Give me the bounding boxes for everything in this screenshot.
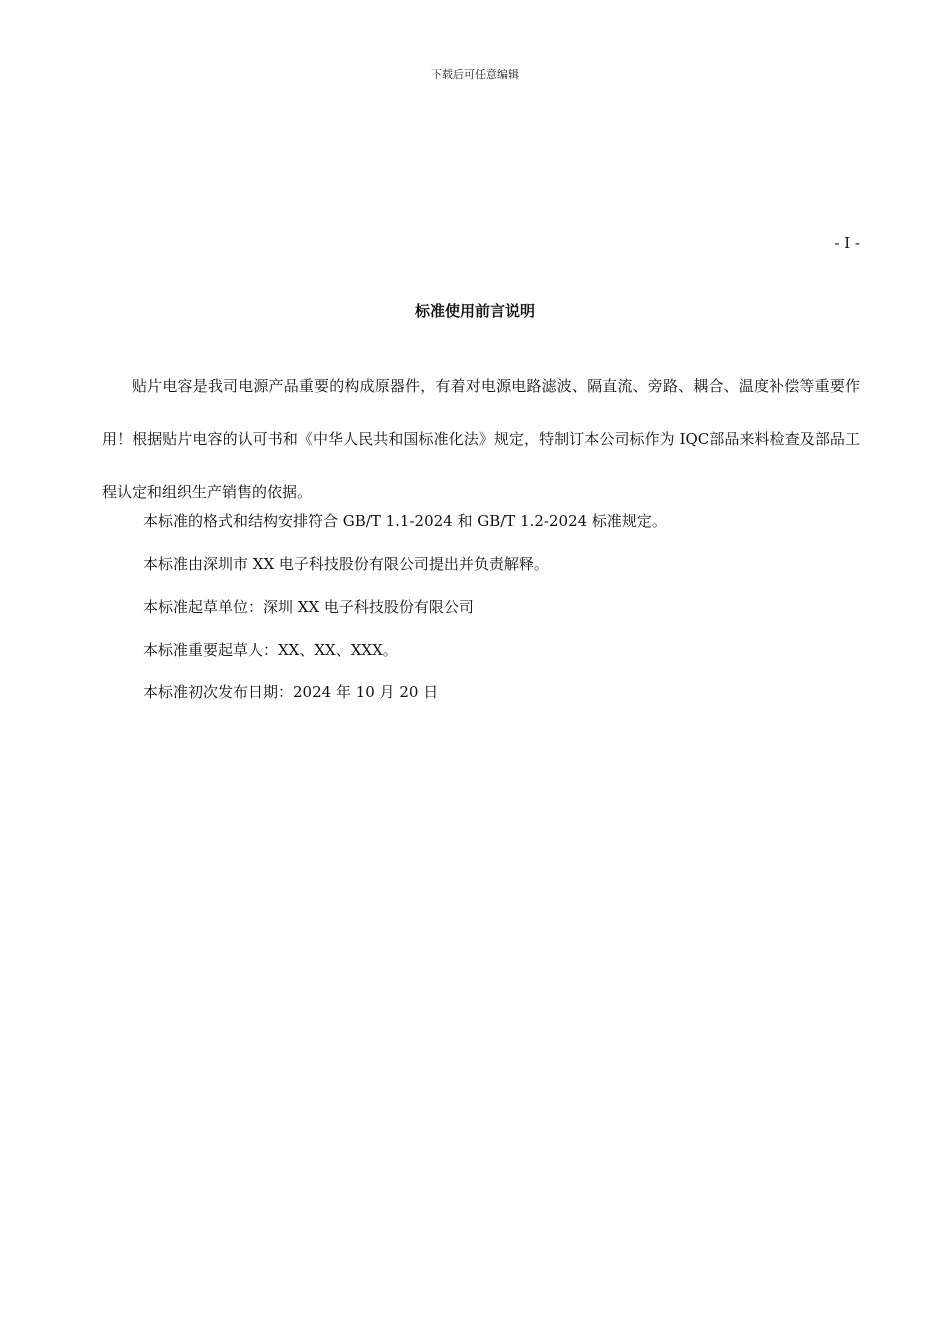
drafting-unit-statement: 本标准起草单位：深圳 XX 电子科技股份有限公司 [143,598,474,616]
header-note: 下载后可任意编辑 [431,68,519,81]
intro-paragraph: 贴片电容是我司电源产品重要的构成原器件，有着对电源电路滤波、隔直流、旁路、耦合、温度补偿等重要作用！根据贴片电容的认可书和《中华人民共和国标准化法》规定，特制订本公司标作为 IQC部品来料检查及部品工程认定和组织生产销售的依据。 [102,377,860,501]
format-statement: 本标准的格式和结构安排符合 GB/T 1.1-2024 和 GB/T 1.2-2024 标准规定。 [143,512,667,530]
page-number: - I - [834,234,860,252]
document-title: 标准使用前言说明 [414,302,535,320]
release-date-statement: 本标准初次发布日期：2024 年 10 月 20 日 [143,683,439,701]
drafters-statement: 本标准重要起草人：XX、XX、XXX。 [143,641,398,659]
proposer-statement: 本标准由深圳市 XX 电子科技股份有限公司提出并负责解释。 [143,555,549,573]
